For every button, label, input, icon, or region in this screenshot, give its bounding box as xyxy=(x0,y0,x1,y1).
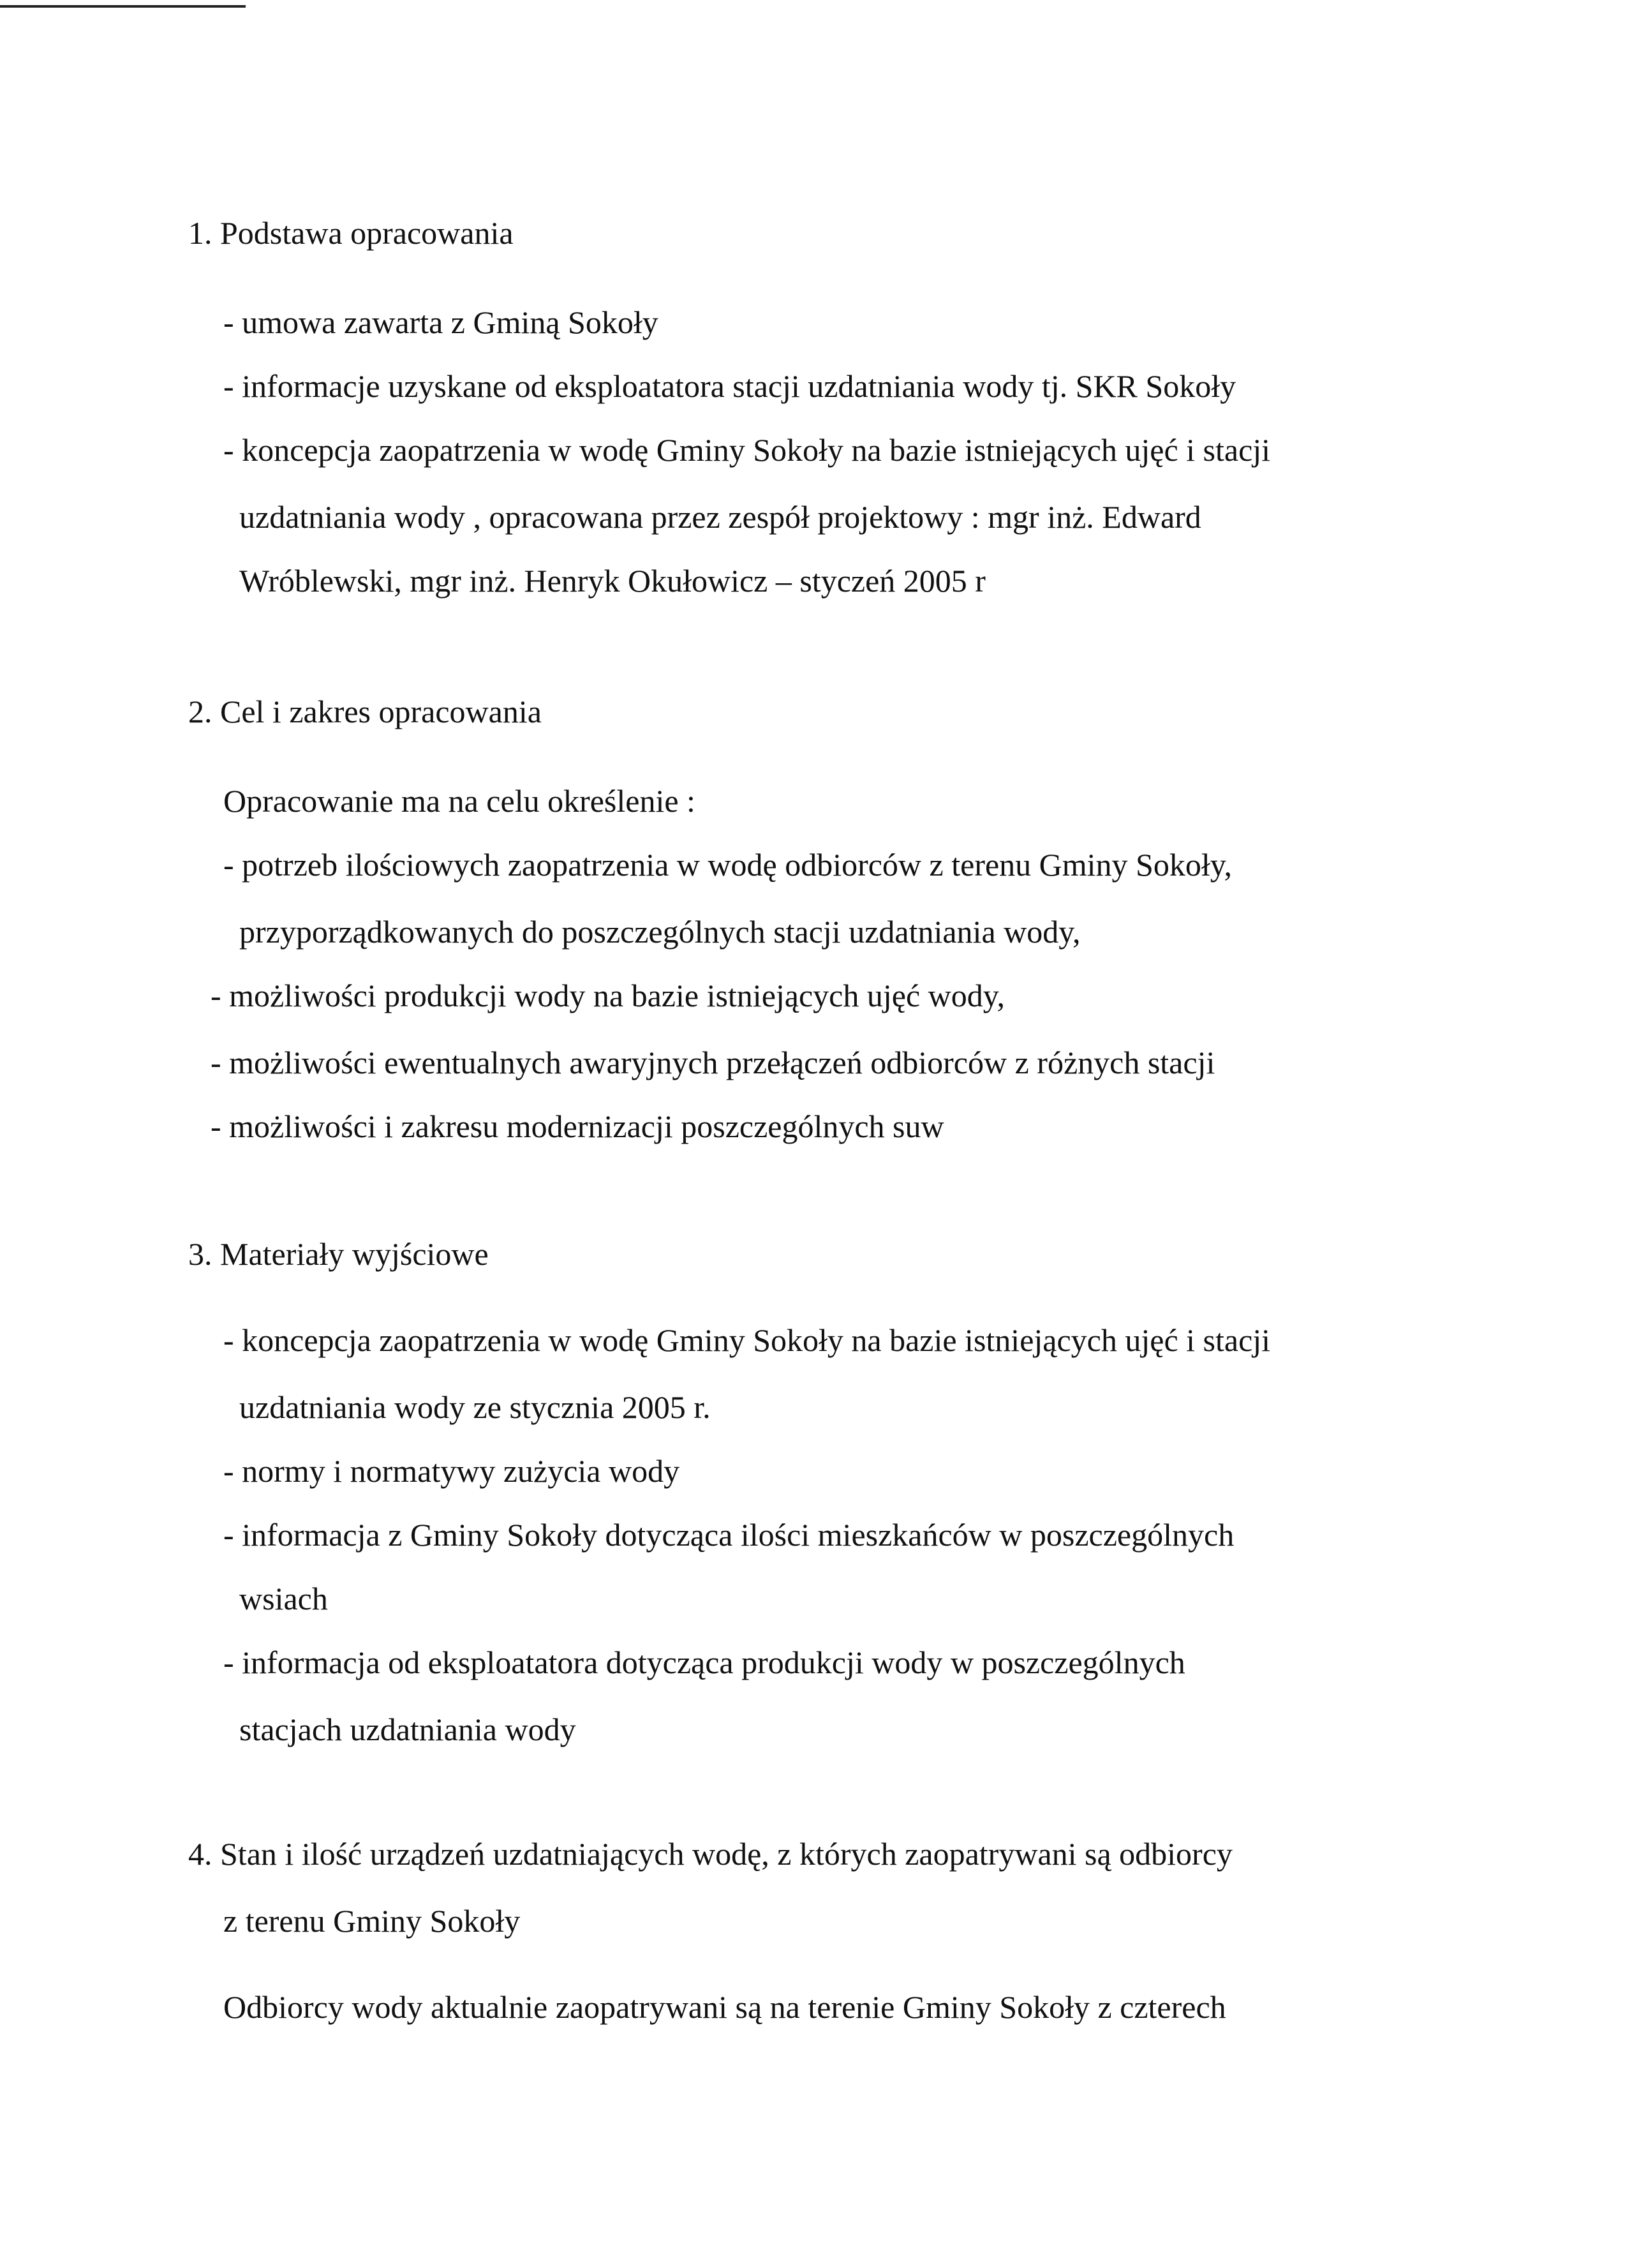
section-3-line-6: - informacja od eksploatatora dotycząca produkcji wody w poszczególnych xyxy=(223,1645,1185,1680)
section-1-heading: 1. Podstawa opracowania xyxy=(188,215,514,251)
section-3-heading: 3. Materiały wyjściowe xyxy=(188,1236,489,1272)
section-2-line-6: - możliwości i zakresu modernizacji poszczególnych suw xyxy=(211,1108,944,1144)
section-2-line-4: - możliwości produkcji wody na bazie istniejących ujęć wody, xyxy=(211,978,1005,1013)
section-1-line-4: uzdatniania wody , opracowana przez zespół projektowy : mgr inż. Edward xyxy=(239,499,1201,535)
section-1-line-1: - umowa zawarta z Gminą Sokoły xyxy=(223,304,658,340)
section-3-line-3: - normy i normatywy zużycia wody xyxy=(223,1453,680,1489)
section-1-line-5: Wróblewski, mgr inż. Henryk Okułowicz – styczeń 2005 r xyxy=(239,563,986,599)
section-2-line-1: Opracowanie ma na celu określenie : xyxy=(223,783,695,819)
section-3-line-7: stacjach uzdatniania wody xyxy=(239,1712,576,1747)
section-3-line-4: - informacja z Gminy Sokoły dotycząca ilości mieszkańców w poszczególnych xyxy=(223,1517,1235,1553)
section-3-line-5: wsiach xyxy=(239,1581,328,1616)
section-2-line-5: - możliwości ewentualnych awaryjnych przełączeń odbiorców z różnych stacji xyxy=(211,1045,1215,1080)
section-4-line-2: Odbiorcy wody aktualnie zaopatrywani są na terenie Gminy Sokoły z czterech xyxy=(223,1989,1226,2025)
section-2-line-3: przyporządkowanych do poszczególnych stacji uzdatniania wody, xyxy=(239,914,1081,950)
section-3-line-2: uzdatniania wody ze stycznia 2005 r. xyxy=(239,1389,711,1425)
section-4-heading: 4. Stan i ilość urządzeń uzdatniających wodę, z których zaopatrywani są odbiorcy xyxy=(188,1836,1233,1872)
section-4-line-1: z terenu Gminy Sokoły xyxy=(223,1903,521,1939)
section-3-line-1: - koncepcja zaopatrzenia w wodę Gminy Sokoły na bazie istniejących ujęć i stacji xyxy=(223,1322,1271,1358)
section-1-line-2: - informacje uzyskane od eksploatatora stacji uzdatniania wody tj. SKR Sokoły xyxy=(223,368,1236,404)
section-2-line-2: - potrzeb ilościowych zaopatrzenia w wodę odbiorców z terenu Gminy Sokoły, xyxy=(223,847,1233,883)
section-1-line-3: - koncepcja zaopatrzenia w wodę Gminy Sokoły na bazie istniejących ujęć i stacji xyxy=(223,432,1271,468)
top-rule xyxy=(0,5,246,8)
section-2-heading: 2. Cel i zakres opracowania xyxy=(188,694,542,729)
